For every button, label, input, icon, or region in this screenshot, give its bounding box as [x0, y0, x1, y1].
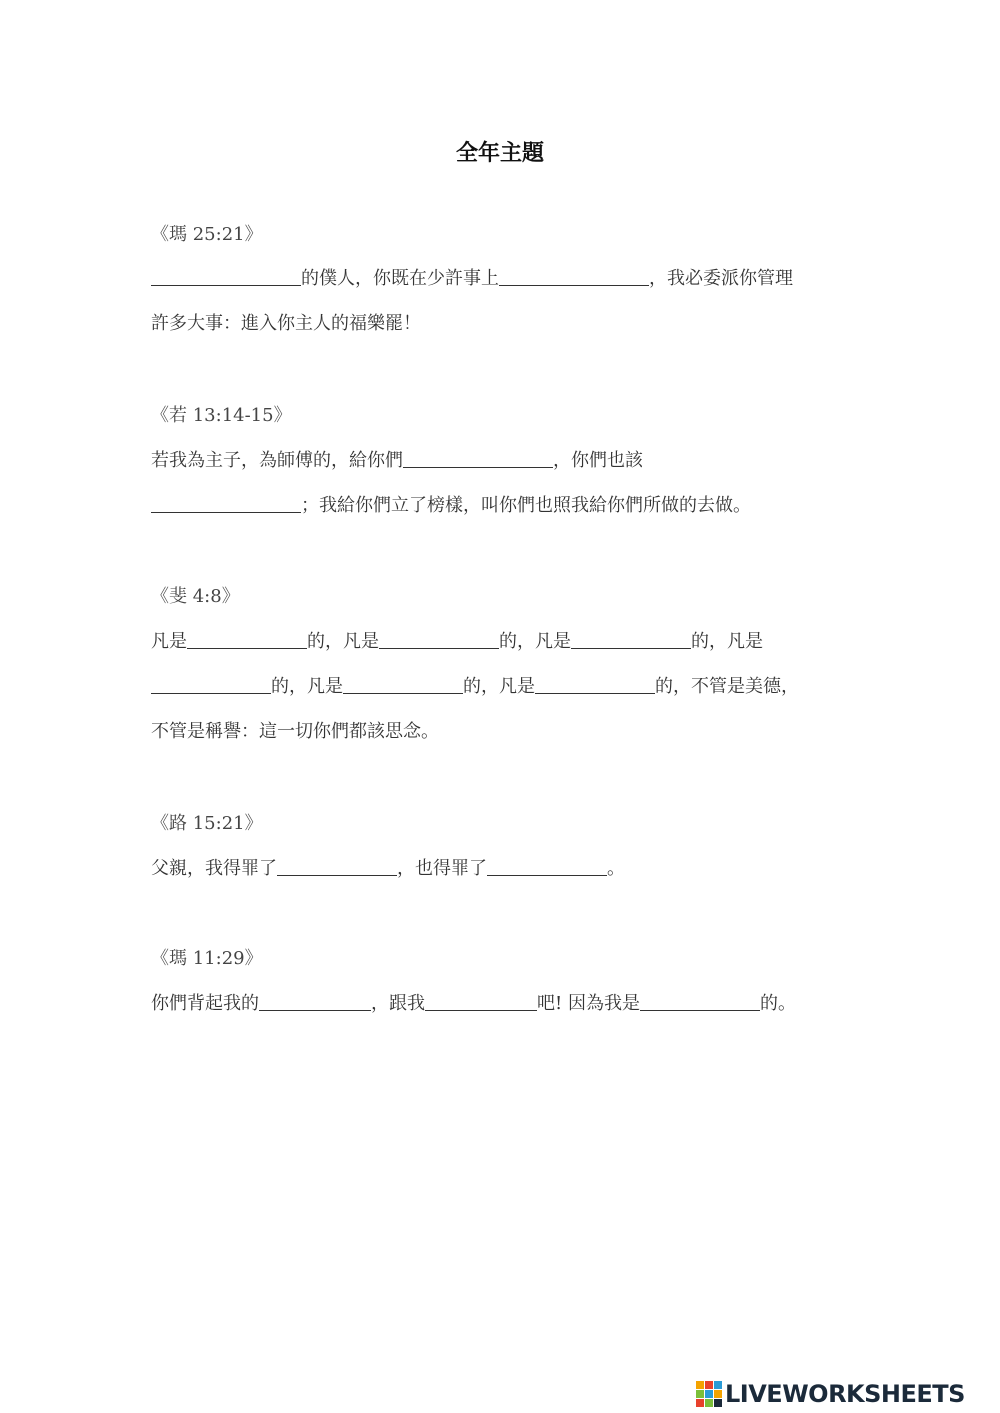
logo-text: LIVEWORKSHEETS	[725, 1380, 965, 1408]
answer-blank[interactable]	[425, 990, 537, 1011]
page-title: 全年主題	[455, 141, 544, 166]
scripture-reference: 《瑪 11:29》	[151, 948, 263, 969]
answer-blank[interactable]	[151, 492, 301, 513]
text-line: 你們背起我的 ，跟我 吧! 因為我是 的。	[151, 981, 851, 1026]
answer-blank[interactable]	[151, 265, 301, 286]
scripture-reference: 《瑪 25:21》	[151, 224, 263, 245]
answer-blank[interactable]	[151, 673, 271, 694]
answer-blank[interactable]	[535, 673, 655, 694]
text-line: 若我為主子，為師傅的，給你們 ，你們也該	[151, 438, 851, 483]
scripture-reference: 《斐 4:8》	[151, 586, 240, 607]
text-line: 的僕人，你既在少許事上 ，我必委派你管理	[151, 256, 851, 301]
liveworksheets-icon	[696, 1381, 722, 1407]
section-john-13-14-15	[151, 404, 851, 528]
text-line: 凡是 的，凡是 的，凡是 的，凡是	[151, 619, 851, 664]
scripture-reference: 《路 15:21》	[151, 813, 263, 834]
text-line: 許多大事：進入你主人的福樂罷！	[151, 313, 421, 334]
answer-blank[interactable]	[487, 855, 607, 876]
answer-blank[interactable]	[499, 265, 649, 286]
text-line: ；我給你們立了榜樣，叫你們也照我給你們所做的去做。	[151, 483, 851, 528]
text-line: 不管是稱譽：這一切你們都該思念。	[151, 721, 439, 742]
scripture-reference: 《若 13:14-15》	[151, 405, 292, 426]
text-line: 的，凡是 的，凡是 的，不管是美德，	[151, 664, 851, 709]
answer-blank[interactable]	[187, 628, 307, 649]
section-matthew-25-21	[151, 223, 851, 346]
section-philippians-4-8	[151, 585, 851, 754]
answer-blank[interactable]	[379, 628, 499, 649]
answer-blank[interactable]	[571, 628, 691, 649]
answer-blank[interactable]	[259, 990, 371, 1011]
answer-blank[interactable]	[403, 447, 553, 468]
text-line: 父親，我得罪了 ，也得罪了 。	[151, 846, 851, 891]
answer-blank[interactable]	[640, 990, 760, 1011]
section-luke-15-21	[151, 812, 851, 891]
section-matthew-11-29	[151, 947, 851, 1026]
answer-blank[interactable]	[277, 855, 397, 876]
answer-blank[interactable]	[343, 673, 463, 694]
liveworksheets-logo	[696, 1379, 994, 1409]
